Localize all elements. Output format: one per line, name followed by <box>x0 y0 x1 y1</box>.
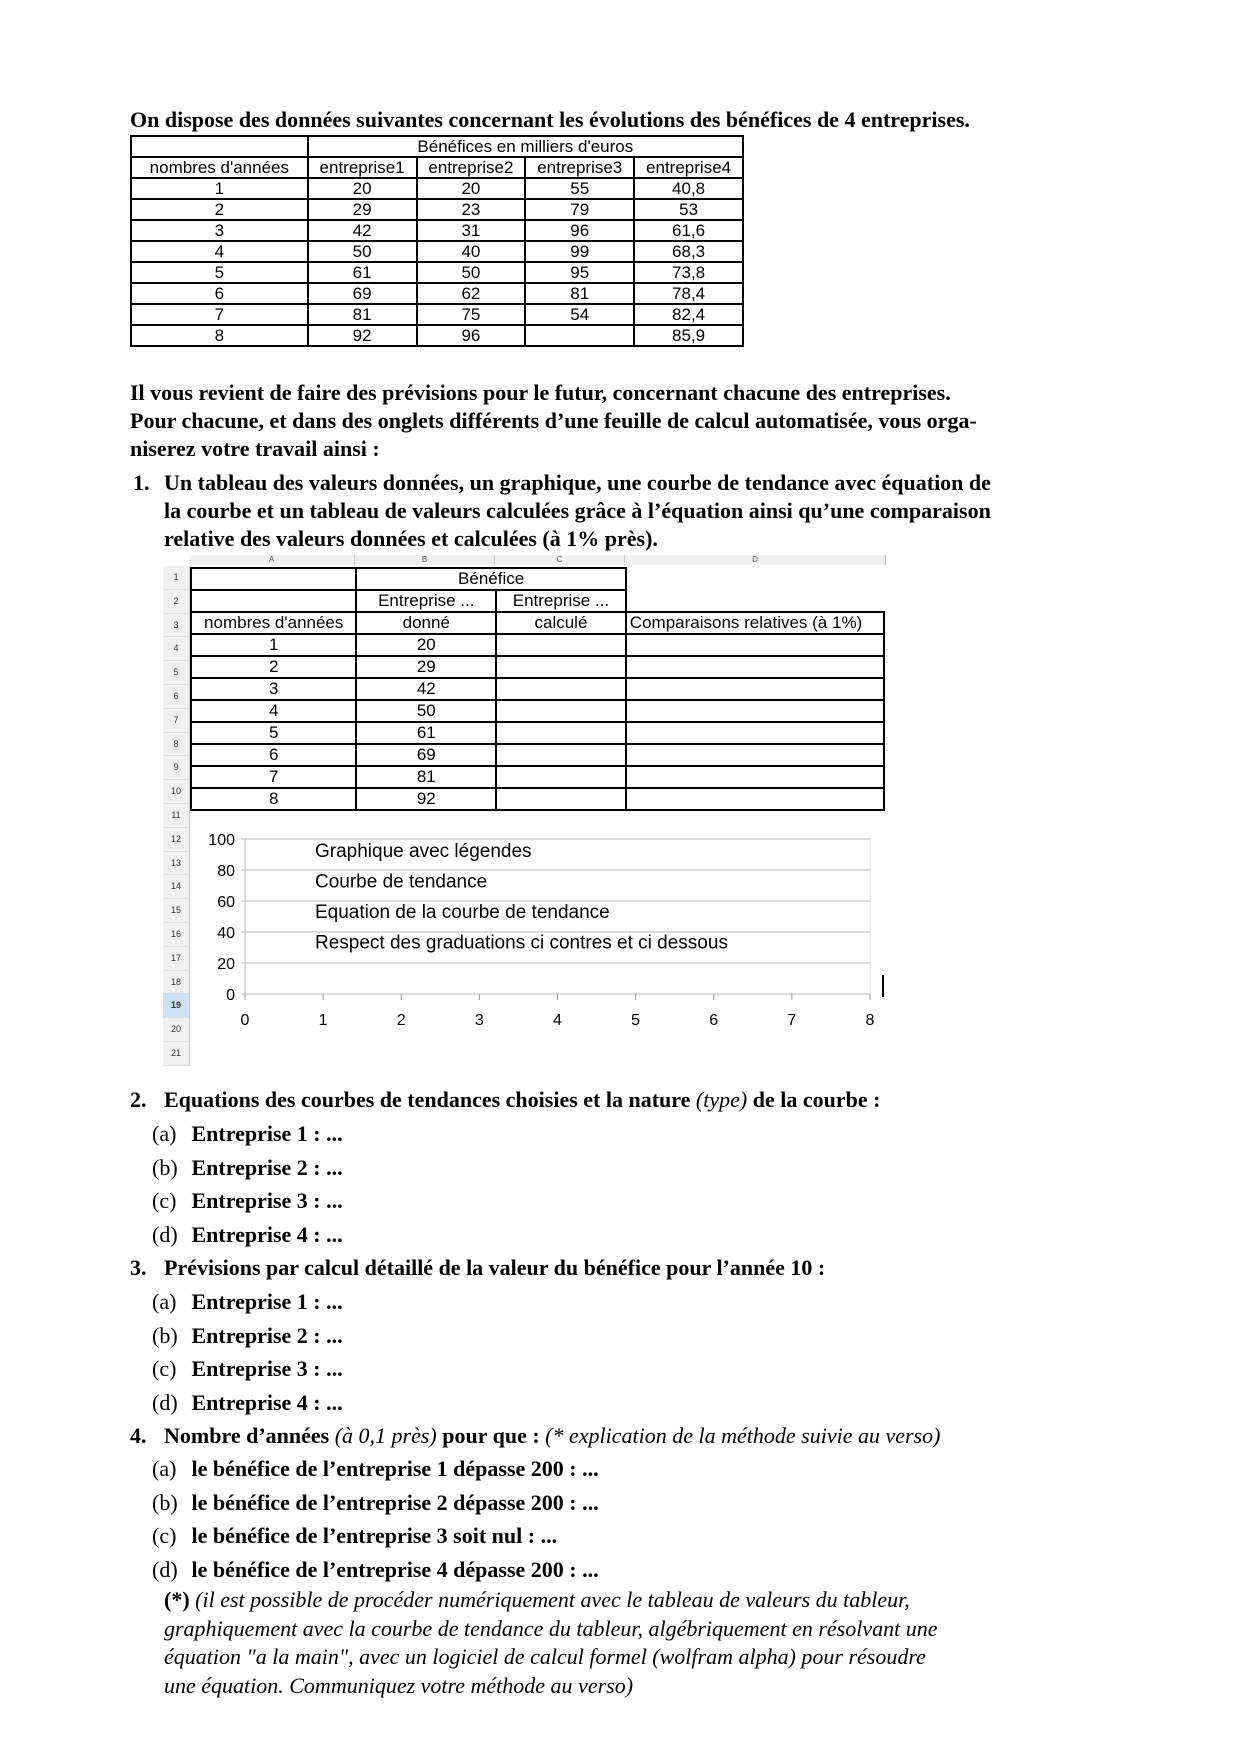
sheet-cell[interactable]: 29 <box>356 656 496 678</box>
table-cell: 79 <box>525 199 634 220</box>
sheet-cell[interactable]: 7 <box>191 766 356 788</box>
sheet-cell[interactable]: 69 <box>356 744 496 766</box>
x-tick-label: 8 <box>865 1012 875 1029</box>
table-cell: 81 <box>308 304 417 325</box>
sheet-cell[interactable]: 92 <box>356 788 496 810</box>
sub-item-letter: (d) <box>152 1390 178 1416</box>
sheet-cell[interactable]: 61 <box>356 722 496 744</box>
table-cell: 54 <box>525 304 634 325</box>
sub-item <box>152 1184 343 1218</box>
table-cell: 62 <box>417 283 526 304</box>
table-cell: 68,3 <box>634 241 743 262</box>
row-number[interactable]: 20 <box>163 1018 189 1042</box>
cell-h-b[interactable]: donné <box>356 612 496 634</box>
table-cell: 69 <box>308 283 417 304</box>
para1: Il vous revient de faire des prévisions pour le futur, concernant chacune des entreprises. <box>130 380 951 405</box>
table-cell: 73,8 <box>634 262 743 283</box>
sub-item-text: Entreprise 2 : ... <box>191 1154 343 1180</box>
table-cell: 29 <box>308 199 417 220</box>
table-cell: 4 <box>131 241 308 262</box>
table-row <box>131 262 743 283</box>
sheet-cell[interactable]: 5 <box>191 722 356 744</box>
sub-item <box>152 1486 599 1520</box>
q2-type: (type) <box>695 1087 748 1112</box>
sheet-cell[interactable]: 4 <box>191 700 356 722</box>
col-header-d[interactable]: D <box>625 555 886 565</box>
spreadsheet <box>163 555 885 1058</box>
table-cell: 23 <box>417 199 526 220</box>
sheet-cell[interactable]: 2 <box>191 656 356 678</box>
q4-text: Nombre d’années <box>164 1423 335 1448</box>
table-row <box>131 241 743 262</box>
table-cell <box>525 325 634 346</box>
cell-ent-c[interactable]: Entreprise ... <box>496 590 626 612</box>
table-cell: 55 <box>525 178 634 199</box>
table-cell: 75 <box>417 304 526 325</box>
table-cell: 53 <box>634 199 743 220</box>
sub-item-text: Entreprise 1 : ... <box>191 1121 343 1146</box>
sub-item <box>152 1285 343 1319</box>
sheet-cell[interactable]: 20 <box>356 634 496 656</box>
footnote-star: (*) <box>164 1587 190 1612</box>
row-number[interactable]: 17 <box>163 947 189 971</box>
table-cell: 31 <box>417 220 526 241</box>
profits-table <box>130 135 744 347</box>
row-number[interactable]: 4 <box>163 637 189 661</box>
row-number[interactable]: 14 <box>163 875 189 899</box>
cell-h-c[interactable]: calculé <box>496 612 626 634</box>
sheet-cell[interactable]: 42 <box>356 678 496 700</box>
y-tick-label: 80 <box>217 863 235 880</box>
row-number[interactable]: 16 <box>163 923 189 947</box>
footnote-line: (il est possible de procéder numériquement avec le tableau de valeurs du tableur, <box>195 1587 910 1612</box>
sub-item <box>152 1352 343 1386</box>
table-cell: 2 <box>131 199 308 220</box>
sub-item-text: le bénéfice de l’entreprise 2 dépasse 200 : ... <box>191 1489 599 1515</box>
sub-item-letter: (c) <box>152 1188 177 1214</box>
sub-item-text: le bénéfice de l’entreprise 4 dépasse 200 : ... <box>191 1557 599 1583</box>
q4-precision: (à 0,1 près) <box>334 1423 437 1448</box>
sheet-cell[interactable]: 1 <box>191 634 356 656</box>
row-number[interactable]: 21 <box>163 1042 189 1066</box>
sheet-cell[interactable]: 81 <box>356 766 496 788</box>
table-cell: 99 <box>525 241 634 262</box>
sub-item-text: Entreprise 3 : ... <box>191 1356 343 1382</box>
footnote-line: équation "a la main", avec un logiciel de calcul formel (wolfram alpha) pour résoudre <box>164 1644 926 1669</box>
row-number[interactable]: 9 <box>163 756 189 780</box>
sheet-cell[interactable]: 50 <box>356 700 496 722</box>
group-header: Bénéfices en milliers d'euros <box>308 136 743 157</box>
sub-item-text: le bénéfice de l’entreprise 3 soit nul : ... <box>191 1523 558 1549</box>
sub-item-text: Entreprise 4 : ... <box>191 1222 343 1248</box>
q1-line3: relative des valeurs données et calculées (à 1% près). <box>164 526 658 551</box>
sheet-cell[interactable]: 6 <box>191 744 356 766</box>
sub-item <box>152 1151 343 1185</box>
x-tick-label: 5 <box>631 1012 641 1029</box>
q1-num: 1. <box>133 470 150 495</box>
footnote-line: une équation. Communiquez votre méthode au verso) <box>164 1672 634 1698</box>
cell-benefice[interactable]: Bénéfice <box>356 568 625 590</box>
column-header: nombres d'années <box>131 157 308 178</box>
column-header: entreprise3 <box>525 157 634 178</box>
table-cell: 95 <box>525 262 634 283</box>
col-header-b[interactable]: B <box>355 555 495 565</box>
table-cell: 96 <box>525 220 634 241</box>
chart-annotation: Courbe de tendance <box>315 871 488 893</box>
q4-note: (* explication de la méthode suivie au verso) <box>545 1423 941 1448</box>
table-cell: 20 <box>417 178 526 199</box>
q2-text: Equations des courbes de tendances choisies et la nature <box>164 1087 696 1112</box>
q3-text: Prévisions par calcul détaillé de la valeur du bénéfice pour l’année 10 : <box>164 1255 826 1280</box>
row-number[interactable]: 8 <box>163 733 189 757</box>
row-number[interactable]: 15 <box>163 899 189 923</box>
q4-mid: pour que : <box>436 1423 546 1448</box>
q1-line2: la courbe et un tableau de valeurs calculées grâce à l’équation ainsi qu’une comparaison <box>164 498 991 523</box>
sub-item-letter: (c) <box>152 1356 177 1382</box>
x-tick-label: 1 <box>318 1012 328 1029</box>
y-tick-label: 100 <box>208 832 235 849</box>
table-cell: 50 <box>308 241 417 262</box>
sub-item-text: Entreprise 4 : ... <box>191 1390 343 1416</box>
q2-post: de la courbe : <box>747 1087 881 1112</box>
cell-h-a[interactable]: nombres d'années <box>191 612 356 634</box>
q4-num: 4. <box>130 1423 147 1448</box>
table-cell: 96 <box>417 325 526 346</box>
y-tick-label: 40 <box>217 925 235 942</box>
table-row <box>131 283 743 304</box>
sub-item-letter: (d) <box>152 1557 178 1583</box>
sub-item-text: Entreprise 3 : ... <box>191 1188 343 1214</box>
sub-item-text: Entreprise 1 : ... <box>191 1289 343 1314</box>
sub-item <box>152 1319 343 1353</box>
table-cell: 8 <box>131 325 308 346</box>
x-tick-label: 3 <box>474 1012 484 1029</box>
x-tick-label: 2 <box>396 1012 406 1029</box>
table-cell: 40,8 <box>634 178 743 199</box>
para2b: niserez votre travail ainsi : <box>130 436 380 461</box>
table-cell: 82,4 <box>634 304 743 325</box>
table-row <box>131 178 743 199</box>
row-number[interactable]: 12 <box>163 828 189 852</box>
table-row <box>131 199 743 220</box>
sub-item-letter: (c) <box>152 1523 177 1549</box>
row-number[interactable]: 5 <box>163 661 189 685</box>
q1-line1: Un tableau des valeurs données, un graphique, une courbe de tendance avec équation de <box>164 470 991 495</box>
table-cell: 81 <box>525 283 634 304</box>
sheet-cell[interactable]: 8 <box>191 788 356 810</box>
sub-item <box>152 1452 599 1486</box>
table-row <box>131 304 743 325</box>
y-tick-label: 20 <box>217 956 235 973</box>
column-header: entreprise2 <box>417 157 526 178</box>
table-cell: 5 <box>131 262 308 283</box>
col-header-a[interactable]: A <box>189 555 355 565</box>
table-cell: 6 <box>131 283 308 304</box>
chart-annotation: Respect des graduations ci contres et ci dessous <box>315 932 728 954</box>
sub-item-letter: (a) <box>152 1456 177 1481</box>
sub-item-letter: (b) <box>152 1154 178 1180</box>
q2-num: 2. <box>130 1087 147 1112</box>
table-cell: 1 <box>131 178 308 199</box>
row-number[interactable]: 7 <box>163 709 189 733</box>
intro-text: On dispose des données suivantes concernant les évolutions des bénéfices de 4 entreprises. <box>130 107 970 132</box>
x-tick-label: 7 <box>787 1012 797 1029</box>
row-number[interactable]: 13 <box>163 852 189 876</box>
footnote <box>164 1586 1176 1700</box>
table-row <box>131 220 743 241</box>
row-number[interactable]: 6 <box>163 685 189 709</box>
table-row <box>131 325 743 346</box>
table-cell: 3 <box>131 220 308 241</box>
q3-num: 3. <box>130 1255 147 1280</box>
table-cell: 61,6 <box>634 220 743 241</box>
chart-annotation: Equation de la courbe de tendance <box>315 902 610 923</box>
cell-h-d[interactable]: Comparaisons relatives (à 1%) <box>626 612 884 634</box>
row-number[interactable]: 18 <box>163 971 189 995</box>
cell-ent-b[interactable]: Entreprise ... <box>356 590 496 612</box>
q2 <box>130 1083 880 1117</box>
q4 <box>130 1419 940 1453</box>
row-number[interactable]: 11 <box>163 804 189 828</box>
sub-item <box>152 1519 557 1553</box>
chart-placeholder[interactable] <box>163 555 885 1043</box>
x-tick-label: 0 <box>240 1012 250 1029</box>
sub-item-letter: (a) <box>152 1121 177 1146</box>
table-cell: 42 <box>308 220 417 241</box>
row-number[interactable]: 1 <box>163 566 189 590</box>
table-cell: 50 <box>417 262 526 283</box>
sheet-cell[interactable]: 3 <box>191 678 356 700</box>
sub-item <box>152 1117 343 1151</box>
para2a: Pour chacune, et dans des onglets différents d’une feuille de calcul automatisée, vous orga- <box>130 408 977 433</box>
sub-item <box>152 1218 343 1252</box>
column-header: entreprise4 <box>634 157 743 178</box>
table-cell: 7 <box>131 304 308 325</box>
sub-item-letter: (b) <box>152 1489 178 1515</box>
row-number[interactable]: 2 <box>163 590 189 614</box>
column-header: entreprise1 <box>308 157 417 178</box>
table-cell: 78,4 <box>634 283 743 304</box>
sub-item-text: le bénéfice de l’entreprise 1 dépasse 200 : ... <box>191 1456 599 1481</box>
sub-item-letter: (b) <box>152 1322 178 1348</box>
y-tick-label: 0 <box>226 987 235 1004</box>
sub-item <box>152 1386 343 1420</box>
col-header-c[interactable]: C <box>495 555 625 565</box>
table-cell: 61 <box>308 262 417 283</box>
footnote-line: graphiquement avec la courbe de tendance du tableur, algébriquement en résolvant une <box>164 1615 938 1641</box>
table-cell: 85,9 <box>634 325 743 346</box>
sub-item <box>152 1553 599 1587</box>
sub-item-text: Entreprise 2 : ... <box>191 1322 343 1348</box>
empty-cell <box>131 136 308 157</box>
row-number[interactable]: 19 <box>163 994 189 1018</box>
table-cell: 92 <box>308 325 417 346</box>
chart-annotation: Graphique avec légendes <box>315 841 532 862</box>
sub-item-letter: (d) <box>152 1222 178 1248</box>
table-cell: 20 <box>308 178 417 199</box>
sub-item-letter: (a) <box>152 1289 177 1314</box>
table-cell: 40 <box>417 241 526 262</box>
row-number[interactable]: 3 <box>163 614 189 638</box>
row-number[interactable]: 10 <box>163 780 189 804</box>
y-tick-label: 60 <box>217 894 235 911</box>
x-tick-label: 4 <box>553 1012 562 1029</box>
q3 <box>130 1251 825 1285</box>
x-tick-label: 6 <box>709 1012 719 1029</box>
